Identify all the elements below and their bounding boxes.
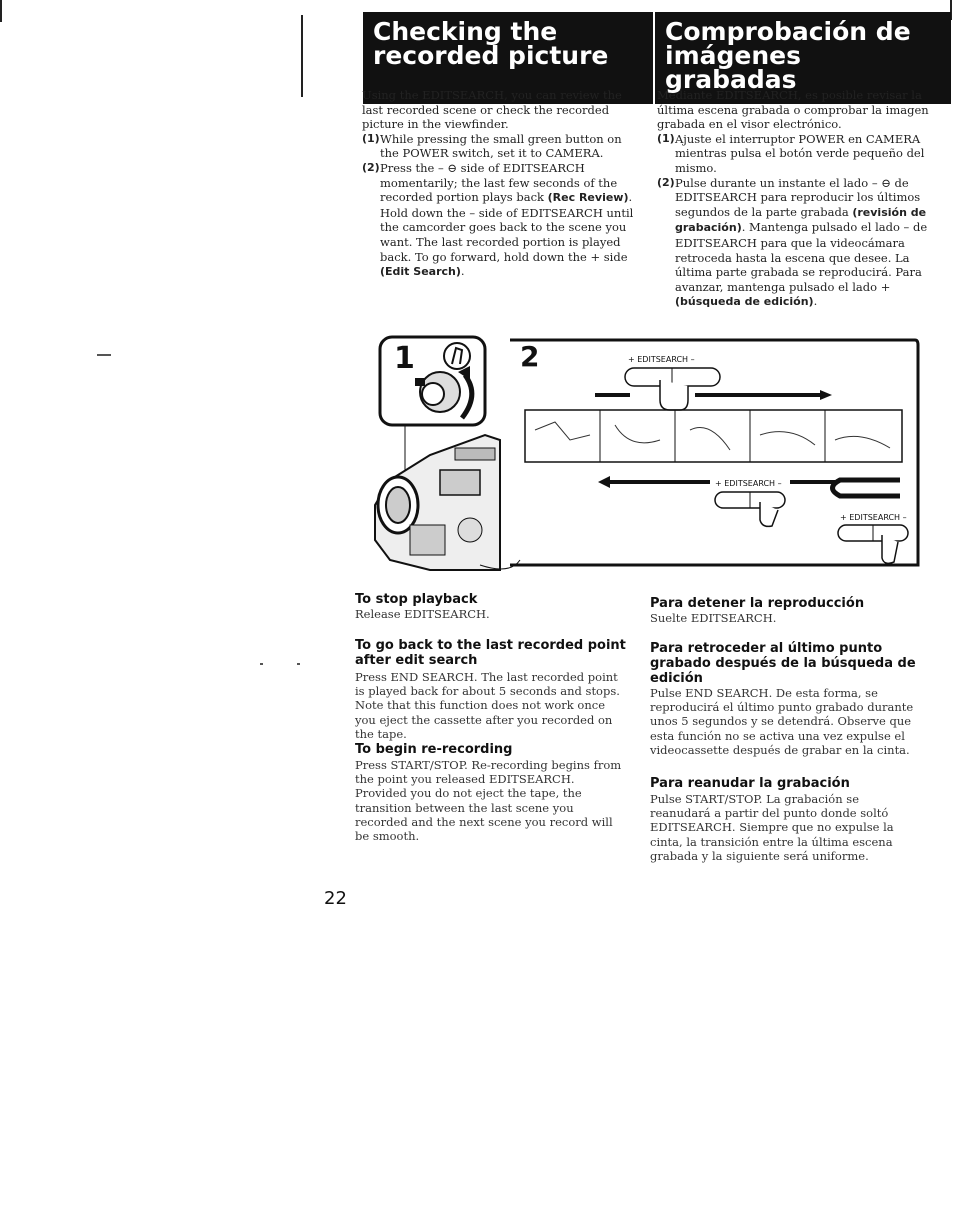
step-text: Press the – ⊖ side of EDITSEARCH momentarily; the last few seconds of the recorded portion plays back (Rec Review). Hold down the – side of EDITSEARCH until the camcorder goes back to the scene you want. The last recorded portion is played back. To go forward, hold down the + side (Edit Search).: [380, 160, 634, 279]
left-page-edge: [0, 0, 2, 22]
spanish-step-2: [657, 176, 929, 310]
film-strip: [525, 410, 902, 462]
english-section-body-goback: Press END SEARCH. The last recorded point is played back for about 5 seconds and stops. Note that this function does not work once you eject the cassette after you recorded on the tape.: [355, 670, 620, 741]
camcorder-drawing: [375, 425, 520, 570]
page-number: 22: [324, 888, 347, 909]
spanish-section-body-goback: Pulse END SEARCH. De esta forma, se reproducirá el último punto grabado durante unos 5 segundos y se detendrá. Observe que esta función no se activa una vez expulse el videocassette después de grabar en la cinta.: [650, 686, 914, 757]
return-arrow-icon: [833, 480, 901, 496]
spanish-section-body-resume: Pulse START/STOP. La grabación se reanudará a partir del punto donde soltó EDITSEARCH. Siempre que no expulse la cinta, la transición entre la última escena grabada y la siguiente será uniforme.: [650, 792, 894, 863]
editsearch-illustration: [370, 330, 945, 580]
spanish-intro: Mediante EDITSEARCH, es posible revisar la última escena grabada o comprobar la imagen grabada en el visor electrónico.: [657, 88, 929, 132]
step2-panel: [510, 340, 918, 565]
english-step-2: [362, 161, 637, 280]
step1-panel: [380, 337, 485, 425]
english-section-title-goback: To go back to the last recorded point after edit search: [355, 638, 626, 668]
margin-mark: [260, 663, 263, 665]
margin-mark: [97, 354, 111, 356]
english-section-body-rerecord: Press START/STOP. Re-recording begins from the point you released EDITSEARCH. Provided you do not eject the tape, the transition between the last scene you recorded and the next scene you record will be smooth.: [355, 758, 622, 844]
title-spanish-line2: imágenes grabadas: [665, 41, 801, 94]
english-section-body-stop: Release EDITSEARCH.: [355, 607, 490, 621]
english-step-1: [362, 132, 637, 161]
spanish-section-title-goback: Para retroceder al último punto grabado después de la búsqueda de edición: [650, 641, 916, 686]
editsearch-label-right: + EDITSEARCH –: [840, 513, 907, 522]
title-english-line1: Checking the: [373, 17, 558, 46]
title-english-line2: recorded picture: [373, 41, 609, 70]
title-spanish-line1: Comprobación de: [665, 17, 911, 46]
spanish-instructions: [657, 88, 929, 310]
pressing-hand-icon: [882, 535, 898, 563]
step1-label: 1: [394, 341, 415, 376]
english-intro: Using the EDITSEARCH, you can review the last recorded scene or check the recorded picture in the viewfinder.: [362, 88, 622, 132]
english-section-title-stop: To stop playback: [355, 592, 478, 607]
pressing-hand-icon: [660, 380, 688, 410]
binding-line: [301, 15, 303, 97]
margin-mark: [297, 663, 300, 665]
step-number: (2): [362, 160, 380, 174]
spanish-section-title-resume: Para reanudar la grabación: [650, 776, 850, 791]
spanish-section-body-stop: Suelte EDITSEARCH.: [650, 611, 777, 625]
step-number: (1): [362, 131, 380, 145]
spanish-step-1: [657, 132, 929, 176]
spanish-section-title-stop: Para detener la reproducción: [650, 596, 865, 611]
editsearch-label-top: + EDITSEARCH –: [628, 355, 695, 364]
english-instructions: [362, 88, 637, 280]
step-text: Pulse durante un instante el lado – ⊖ de EDITSEARCH para reproducir los últimos segundos de la parte grabada (revisión de grabación). Mantenga pulsado el lado – de EDITSEARCH para que la videocámara retroceda hasta la escena que desee. La última parte grabada se reproducirá. Para avanzar, mantenga pulsado el lado + (búsqueda de edición).: [675, 175, 928, 309]
step-number: (1): [657, 131, 675, 145]
english-section-title-rerecord: To begin re-recording: [355, 742, 513, 757]
pressing-hand-icon: [760, 502, 778, 526]
editsearch-label-mid: + EDITSEARCH –: [715, 479, 782, 488]
step-text: While pressing the small green button on the POWER switch, set it to CAMERA.: [380, 131, 622, 161]
step-text: Ajuste el interruptor POWER en CAMERA mientras pulsa el botón verde pequeño del mismo.: [675, 131, 925, 175]
step-number: (2): [657, 175, 675, 189]
hand-icon: [444, 343, 470, 369]
step2-label: 2: [520, 340, 540, 373]
